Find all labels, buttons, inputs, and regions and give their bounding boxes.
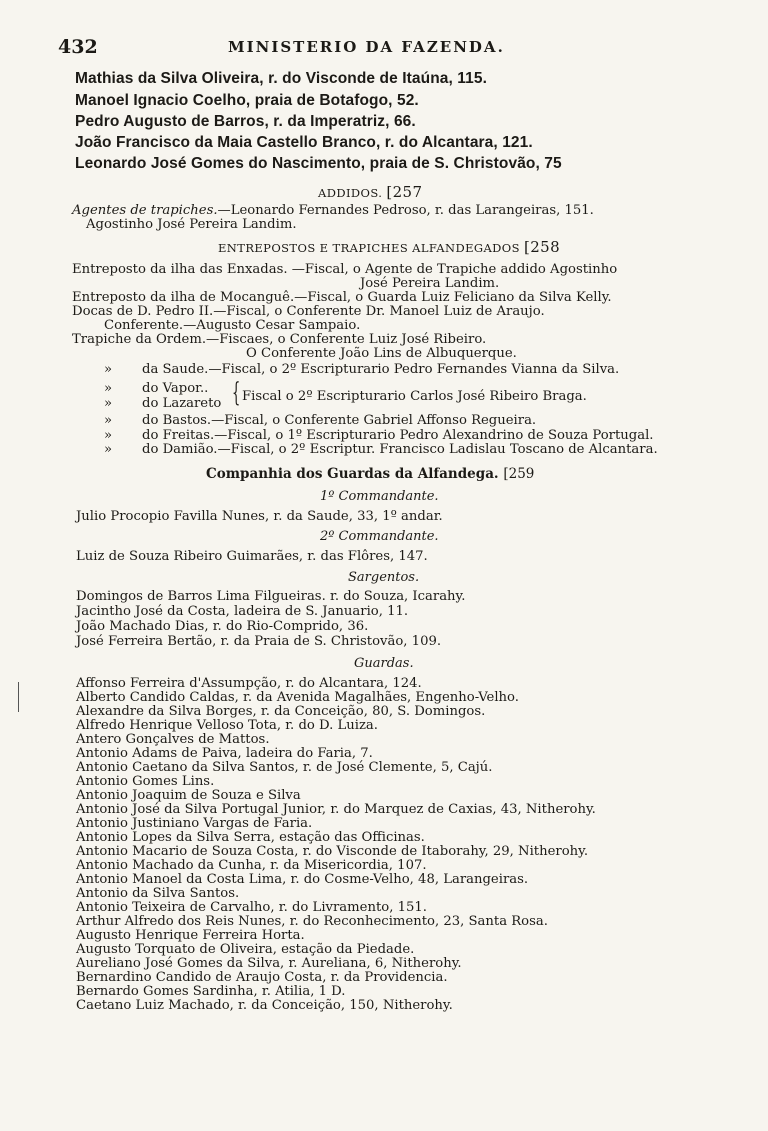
- text-line: Antonio Gomes Lins.: [76, 774, 215, 789]
- text-line: Arthur Alfredo dos Reis Nunes, r. do Reconhecimento, 23, Santa Rosa.: [76, 914, 548, 929]
- text-line: Conferente.—Augusto Cesar Sampaio.: [104, 318, 361, 333]
- text-line: do Freitas.—Fiscal, o 1º Escripturario Pedro Alexandrino de Souza Portugal.: [142, 428, 654, 443]
- text-line: Antonio Teixeira de Carvalho, r. do Livramento, 151.: [76, 900, 427, 915]
- text-line: Antonio Justiniano Vargas de Faria.: [76, 816, 313, 831]
- text-line: Caetano Luiz Machado, r. da Conceição, 150, Nitherohy.: [76, 998, 453, 1013]
- text-line: Docas de D. Pedro II.—Fiscal, o Conferente Dr. Manoel Luiz de Araujo.: [72, 304, 545, 319]
- text-line: Bernardino Candido de Araujo Costa, r. da Providencia.: [76, 970, 448, 985]
- text-line: Fiscal o 2º Escripturario Carlos José Ribeiro Braga.: [242, 389, 587, 404]
- ditto-mark: »: [104, 362, 113, 377]
- text-line: Antonio Caetano da Silva Santos, r. de José Clemente, 5, Cajú.: [76, 760, 493, 775]
- text-line: Bernardo Gomes Sardinha, r. Atilia, 1 D.: [76, 984, 346, 999]
- text-line: Aureliano José Gomes da Silva, r. Aureliana, 6, Nitherohy.: [76, 956, 462, 971]
- section-heading-addidos: ADDIDOS. [257: [318, 183, 423, 201]
- text-line: Antero Gonçalves de Mattos.: [76, 732, 270, 747]
- entry-line: Leonardo José Gomes do Nascimento, praia de S. Christovão, 75: [75, 155, 562, 172]
- text-line: Jacintho José da Costa, ladeira de S. Januario, 11.: [76, 604, 409, 619]
- text-line: Antonio Machado da Cunha, r. da Misericordia, 107.: [76, 858, 427, 873]
- text-line: da Saude.—Fiscal, o 2º Escripturario Pedro Fernandes Vianna da Silva.: [142, 362, 620, 377]
- text-line: Antonio da Silva Santos.: [76, 886, 240, 901]
- subheading-sargentos: Sargentos.: [348, 570, 420, 585]
- section-ref: [259: [503, 466, 535, 482]
- text-line: José Ferreira Bertão, r. da Praia de S. Christovão, 109.: [76, 634, 442, 649]
- ditto-mark: »: [104, 413, 113, 428]
- text-line: Antonio José da Silva Portugal Junior, r. do Marquez de Caxias, 43, Nitherohy.: [76, 802, 596, 817]
- ditto-mark: »: [104, 442, 113, 457]
- subheading-guardas: Guardas.: [354, 656, 414, 671]
- section-ref: [258: [523, 238, 561, 256]
- subheading-2-commandante: 2º Commandante.: [320, 529, 439, 544]
- ditto-mark: »: [104, 396, 113, 411]
- page-header: [58, 36, 718, 58]
- section-ref: [257: [386, 183, 423, 201]
- text-line: do Damião.—Fiscal, o 2º Escriptur. Francisco Ladislau Toscano de Alcantara.: [142, 442, 658, 457]
- section-heading-entrepostos: ENTREPOSTOS E TRAPICHES ALFANDEGADOS [258: [218, 238, 561, 256]
- text-line: Alfredo Henrique Velloso Tota, r. do D. Luiza.: [76, 718, 378, 733]
- text-line: Agentes de trapiches.—Leonardo Fernandes Pedroso, r. das Larangeiras, 151.: [72, 203, 594, 218]
- entry-line: João Francisco da Maia Castello Branco, r. do Alcantara, 121.: [75, 134, 533, 151]
- text-line: do Vapor..: [142, 381, 209, 396]
- text-line: Antonio Lopes da Silva Serra, estação das Officinas.: [76, 830, 425, 845]
- text-line: Entreposto da ilha das Enxadas. —Fiscal, o Agente de Trapiche addido Agostinho: [72, 262, 618, 277]
- text-line: Affonso Ferreira d'Assumpção, r. do Alcantara, 124.: [76, 676, 422, 691]
- margin-mark: [18, 682, 19, 712]
- text-line: Luiz de Souza Ribeiro Guimarães, r. das Flôres, 147.: [76, 549, 428, 564]
- section-heading-guardas: Companhia dos Guardas da Alfandega. [259: [206, 466, 535, 482]
- text-line: Trapiche da Ordem.—Fiscaes, o Conferente Luiz José Ribeiro.: [72, 332, 487, 347]
- text-line: Antonio Adams de Paiva, ladeira do Faria, 7.: [76, 746, 373, 761]
- brace-symbol: {: [232, 378, 241, 408]
- agentes-label: Agentes de trapiches.: [72, 203, 218, 218]
- text-line: Alexandre da Silva Borges, r. da Conceição, 80, S. Domingos.: [76, 704, 486, 719]
- text-line: Alberto Candido Caldas, r. da Avenida Magalhães, Engenho-Velho.: [76, 690, 519, 705]
- text-line: José Pereira Landim.: [360, 276, 500, 291]
- text-line: Antonio Joaquim de Souza e Silva: [76, 788, 301, 803]
- text-line: O Conferente João Lins de Albuquerque.: [246, 346, 517, 361]
- text-line: do Bastos.—Fiscal, o Conferente Gabriel Affonso Regueira.: [142, 413, 537, 428]
- text-line: do Lazareto: [142, 396, 222, 411]
- ditto-mark: »: [104, 428, 113, 443]
- page-title: MINISTERIO DA FAZENDA.: [228, 38, 505, 56]
- page-number: 432: [58, 36, 98, 58]
- entry-line: Pedro Augusto de Barros, r. da Imperatriz, 66.: [75, 113, 416, 130]
- entry-line: Manoel Ignacio Coelho, praia de Botafogo, 52.: [75, 92, 419, 109]
- text-line: Augusto Torquato de Oliveira, estação da Piedade.: [76, 942, 415, 957]
- text-line: Entreposto da ilha de Mocanguê.—Fiscal, o Guarda Luiz Feliciano da Silva Kelly.: [72, 290, 612, 305]
- subheading-1-commandante: 1º Commandante.: [320, 489, 439, 504]
- ditto-mark: »: [104, 381, 113, 396]
- entry-line: Mathias da Silva Oliveira, r. do Visconde de Itaúna, 115.: [75, 70, 488, 87]
- text-line: Antonio Macario de Souza Costa, r. do Visconde de Itaborahy, 29, Nitherohy.: [76, 844, 589, 859]
- text-line: Domingos de Barros Lima Filgueiras. r. do Souza, Icarahy.: [76, 589, 466, 604]
- text-line: Julio Procopio Favilla Nunes, r. da Saude, 33, 1º andar.: [76, 509, 443, 524]
- text-line: Agostinho José Pereira Landim.: [86, 217, 297, 232]
- text-line: Augusto Henrique Ferreira Horta.: [76, 928, 305, 943]
- text-line: Antonio Manoel da Costa Lima, r. do Cosme-Velho, 48, Larangeiras.: [76, 872, 529, 887]
- text-line: João Machado Dias, r. do Rio-Comprido, 36.: [76, 619, 369, 634]
